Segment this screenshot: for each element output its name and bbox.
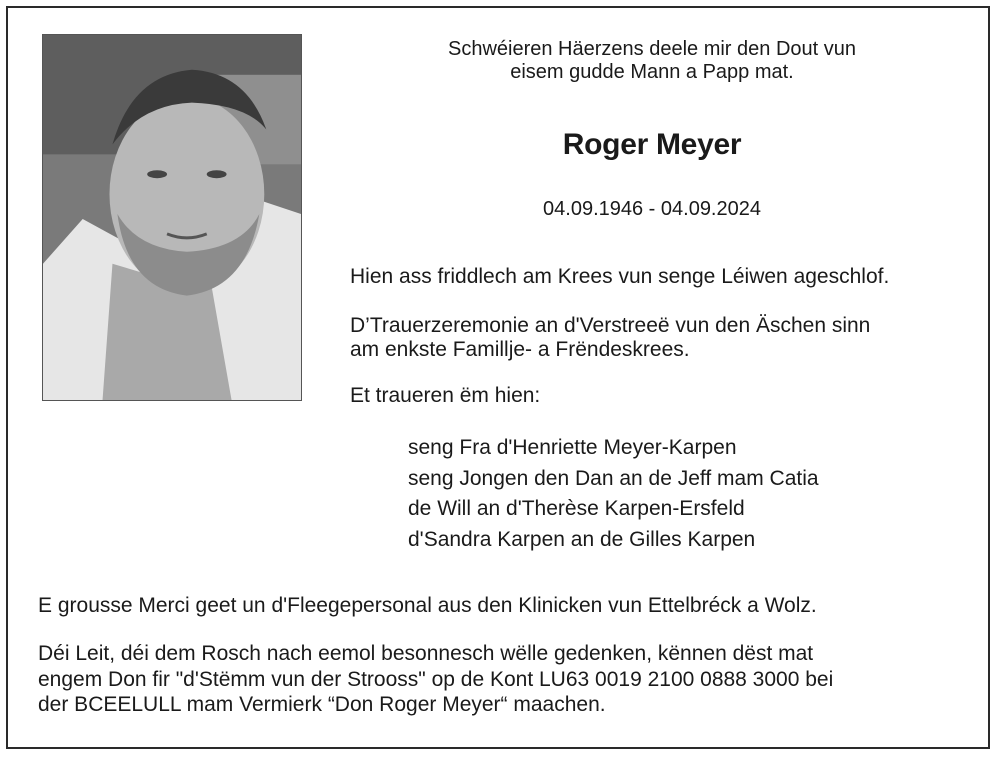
family-member: seng Fra d'Henriette Meyer-Karpen bbox=[408, 436, 737, 459]
intro-line: Schwéieren Häerzens deele mir den Dout vun bbox=[448, 38, 856, 60]
ceremony-line: am enkste Famillje- a Frëndeskrees. bbox=[350, 338, 690, 361]
family-member: de Will an d'Therèse Karpen-Ersfeld bbox=[408, 497, 745, 520]
deceased-name: Roger Meyer bbox=[562, 128, 742, 161]
ceremony-line: D’Trauerzeremonie an d'Verstreeë vun den Äschen sinn bbox=[350, 314, 871, 337]
family-list bbox=[408, 433, 968, 555]
ceremony-text bbox=[350, 314, 970, 362]
donation-line: Déi Leit, déi dem Rosch nach eemol besonnesch wëlle gedenken, kënnen dëst mat bbox=[38, 642, 814, 665]
donation-line: der BCEELULL mam Vermierk “Don Roger Meyer“ maachen. bbox=[38, 693, 606, 716]
portrait-photo bbox=[42, 34, 302, 401]
mourners-intro: Et traueren ëm hien: bbox=[350, 384, 541, 407]
life-dates: 04.09.1946 - 04.09.2024 bbox=[543, 198, 761, 220]
donation-line: engem Don fir "d'Stëmm vun der Strooss" op de Kont LU63 0019 2100 0888 3000 bei bbox=[38, 667, 834, 691]
peace-line: Hien ass friddlech am Krees vun senge Léiwen ageschlof. bbox=[350, 265, 890, 288]
intro-line: eisem gudde Mann a Papp mat. bbox=[510, 61, 794, 83]
donation-text bbox=[38, 641, 978, 718]
family-member: seng Jongen den Dan an de Jeff mam Catia bbox=[408, 466, 819, 490]
intro-text bbox=[372, 38, 932, 84]
family-member: d'Sandra Karpen an de Gilles Karpen bbox=[408, 527, 756, 551]
thanks-line: E grousse Merci geet un d'Fleegepersonal aus den Klinicken vun Ettelbréck a Wolz. bbox=[38, 594, 817, 617]
